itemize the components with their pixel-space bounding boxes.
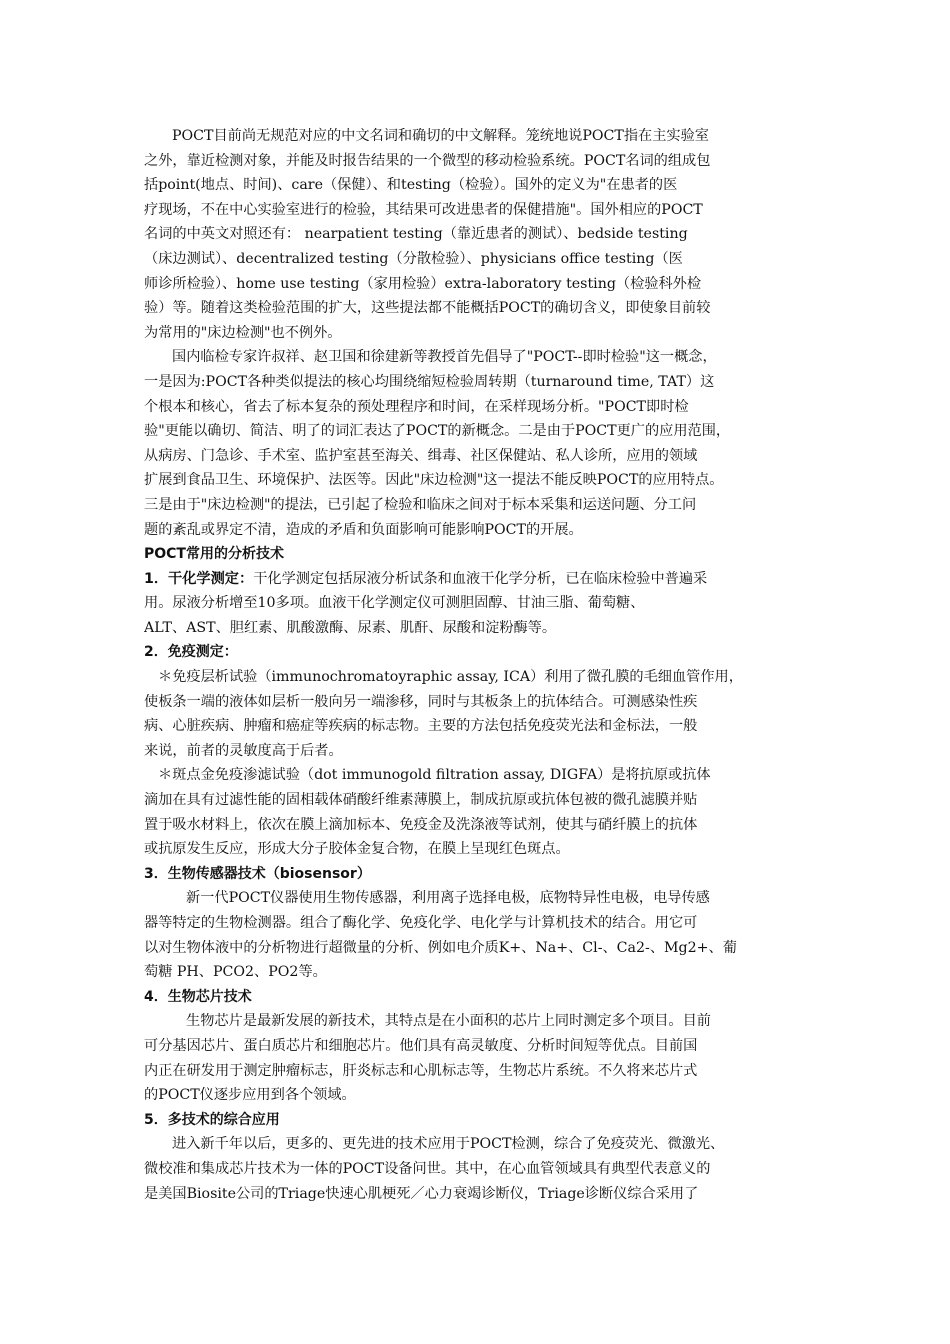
text-line: 新一代POCT仪器使用生物传感器，利用离子选择电极，底物特异性电极，电导传感: [186, 890, 710, 907]
text-line: 来说，前者的灵敏度高于后者。: [144, 742, 343, 759]
text-line: （床边测试）、decentralized testing（分散检验）、physicians office testing（医: [144, 250, 683, 267]
text-line: 的POCT仪逐步应用到各个领域。: [144, 1087, 356, 1104]
text-line: 微校准和集成芯片技术为一体的POCT设备问世。其中，在心血管领域具有典型代表意义的: [144, 1160, 711, 1177]
subsection-title: 5．多技术的综合应用: [144, 1111, 280, 1128]
text-line: 进入新千年以后，更多的、更先进的技术应用于POCT检测，综合了免疫荧光、微激光、: [172, 1136, 725, 1153]
text-line: 可分基因芯片、蛋白质芯片和细胞芯片。他们具有高灵敏度、分析时间短等优点。目前国: [144, 1037, 698, 1054]
text-line: 生物芯片是最新发展的新技术，其特点是在小面积的芯片上同时测定多个项目。目前: [186, 1013, 711, 1030]
text-line: 使板条一端的液体如层析一般向另一端渗移，同时与其板条上的抗体结合。可测感染性疾: [144, 693, 698, 710]
text-line: 扩展到食品卫生、环境保护、法医等。因此"床边检测"这一提法不能反映POCT的应用特点。: [144, 472, 724, 489]
text-line: ALT、AST、胆红素、肌酸激酶、尿素、肌酐、尿酸和淀粉酶等。: [144, 619, 557, 636]
text-line: 验"更能以确切、简洁、明了的词汇表达了POCT的新概念。二是由于POCT更广的应用范围，: [144, 423, 731, 440]
text-line: 题的紊乱或界定不清，造成的矛盾和负面影响可能影响POCT的开展。: [144, 521, 583, 538]
section-immunoassay: [144, 640, 814, 861]
section-title: POCT常用的分析技术: [144, 546, 284, 563]
text-line: 是美国Biosite公司的Triage快速心肌梗死／心力衰竭诊断仪，Triage诊断仪综合采用了: [144, 1185, 699, 1202]
text-line: 三是由于"床边检测"的提法，已引起了检验和临床之间对于标本采集和运送问题、分工问: [144, 496, 697, 513]
text-line: [144, 567, 814, 592]
paragraph-poct-definition: [144, 124, 814, 345]
text-line: 滴加在具有过滤性能的固相载体硝酸纤维素薄膜上，制成抗原或抗体包被的微孔滤膜并贴: [144, 792, 698, 809]
text-line: 名词的中英文对照还有： nearpatient testing（靠近患者的测试）、bedside testing: [144, 226, 688, 243]
text-line: 师诊所检验）、home use testing（家用检验）extra-laboratory testing（检验科外检: [144, 275, 702, 292]
text-line: 一是因为:POCT各种类似提法的核心均围绕缩短检验周转期（turnaround time, TAT）这: [144, 373, 715, 390]
text-line: 括point(地点、时间)、care（保健）、和testing（检验）。国外的定义为"在患者的医: [144, 177, 678, 194]
bullet-line: ＊斑点金免疫渗滤试验（dot immunogold filtration assay, DIGFA）是将抗原或抗体: [158, 767, 711, 784]
subsection-title: 1．干化学测定：: [144, 570, 254, 587]
text-line: 为常用的"床边检测"也不例外。: [144, 324, 342, 341]
text-line: 个根本和核心，省去了标本复杂的预处理程序和时间，在采样现场分析。"POCT即时检: [144, 398, 689, 415]
text-line: 或抗原发生反应，形成大分子胶体金复合物，在膜上呈现红色斑点。: [144, 841, 570, 858]
text-line: 内正在研发用于测定肿瘤标志，肝炎标志和心肌标志等，生物芯片系统。不久将来芯片式: [144, 1062, 698, 1079]
text-line: 器等特定的生物检测器。组合了酶化学、免疫化学、电化学与计算机技术的结合。用它可: [144, 915, 698, 931]
section-biosensor: [144, 862, 814, 985]
text-line: POCT目前尚无规范对应的中文名词和确切的中文解释。笼统地说POCT指在主实验室: [172, 128, 709, 144]
text-line: 萄糖 PH、PCO2、PO2等。: [144, 964, 327, 981]
paragraph-poct-concept: [144, 345, 814, 542]
subsection-title: 3．生物传感器技术（biosensor）: [144, 865, 371, 882]
text-line: 用。尿液分析增至10多项。血液干化学测定仪可测胆固醇、甘油三脂、葡萄糖、: [144, 595, 645, 612]
text-line: 从病房、门急诊、手术室、监护室甚至海关、缉毒、社区保健站、私人诊所，应用的领域: [144, 447, 698, 464]
text-line: 验）等。随着这类检验范围的扩大，这些提法都不能概括POCT的确切含义，即使象目前较: [144, 300, 711, 317]
text-line: 置于吸水材料上，依次在膜上滴加标本、免疫金及洗涤液等试剂，使其与硝纤膜上的抗体: [144, 816, 698, 833]
section-multi-technology: [144, 1108, 814, 1206]
text-line: 之外，靠近检测对象，并能及时报告结果的一个微型的移动检验系统。POCT名词的组成包: [144, 152, 711, 169]
subsection-text: 干化学测定包括尿液分析试条和血液干化学分析，已在临床检验中普遍采: [253, 570, 708, 587]
text-line: 病、心脏疾病、肿瘤和癌症等疾病的标志物。主要的方法包括免疫荧光法和金标法，一般: [144, 718, 698, 735]
text-line: 疗现场，不在中心实验室进行的检验，其结果可改进患者的保健措施"。国外相应的POCT: [144, 201, 703, 218]
text-line: 以对生物体液中的分析物进行超微量的分析、例如电介质K+、Na+、Cl-、Ca2-、Mg2+、葡: [144, 939, 737, 956]
subsection-title: 4．生物芯片技术: [144, 988, 252, 1005]
subsection-title: 2．免疫测定：: [144, 644, 238, 661]
text-line: 国内临检专家许叔祥、赵卫国和徐建新等教授首先倡导了"POCT--即时检验"这一概念，: [172, 349, 717, 366]
section-dry-chemistry: [144, 567, 814, 641]
bullet-line: ＊免疫层析试验（immunochromatoyraphic assay, ICA）利用了微孔膜的毛细血管作用，: [158, 669, 743, 686]
section-biochip: [144, 985, 814, 1108]
document-body: [144, 124, 814, 1206]
